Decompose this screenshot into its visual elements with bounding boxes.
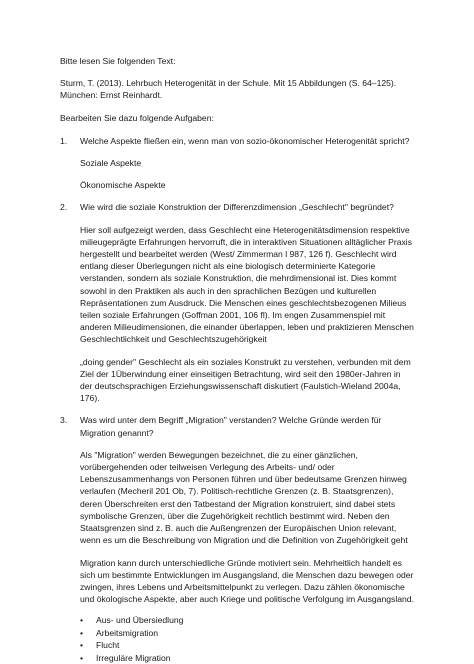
answer-2-paragraph-1: Hier soll aufgezeigt werden, dass Geschlecht eine Heterogenitätsdimension respektive milieugeprägte Erfahrungen hervorruft, die in interaktiven Situationen alltäglicher Praxis hergestellt und bearbeitet werden (West/ Zimmerman l 987, 126 f). Geschlecht wird entlang dieser Überlegungen nicht als eine biologisch determinierte Kategorie verstanden, sondern als soziale Konstruktion, die mehrdimensional ist. Dies kommt sowohl in den Praktiken als auch in den sprachlichen Bezügen und kulturellen Repräsentationen zum Ausdruck. Die Menschen eines geschlechtsbezogenen Milieus teilen soziale Erfahrungen (Goffman 2001, 106 fl). Im engen Zusammenspiel mit anderen Milieudimensionen, die einander überlappen, leben und praktizieren Menschen Geschlechtlichkeit und Geschlechtszugehörigkeit	[80, 224, 414, 345]
list-item-label: Flucht	[96, 640, 120, 651]
citation-text: Sturm, T. (2013). Lehrbuch Heterogenität in der Schule. Mit 15 Abbildungen (S. 64–125). München: Ernst Reinhardt.	[60, 78, 397, 101]
answer-2-paragraph-2: „doing gender" Geschlecht als ein soziales Konstrukt zu verstehen, verbunden mit dem Ziel der 1Überwindung einer einseitigen Betrachtung, wird seit den 1980er-Jahren in der deutschsprachigen Erziehungswissenschaft diskutiert (Faulstich-Wieland 2004a, 176).	[80, 356, 411, 404]
answer-1-economic: Ökonomische Aspekte	[80, 180, 166, 191]
question-1	[60, 135, 414, 147]
list-item	[80, 627, 414, 639]
list-item	[80, 639, 414, 651]
question-text: Was wird unter dem Begriff „Migration" verstanden? Welche Gründe werden für Migration genannt?	[80, 415, 382, 438]
answer-3-paragraph-2: Migration kann durch unterschiedliche Gründe motiviert sein. Mehrheitlich handelt es sich um bestimmte Entwicklungen im Ausgangsland, die Menschen dazu bewegen oder zwingen, ihres Lebens und Arbeitsmittelpunkt zu verlegen. Dazu zählen ökonomische und ökologische Aspekte, aber auch Kriege und politische Verfolgung im Ausgangsland.	[80, 557, 414, 605]
answer-1-social: Soziale Aspekte	[80, 158, 142, 169]
question-3	[60, 414, 414, 438]
list-item	[80, 614, 414, 626]
question-2	[60, 201, 414, 213]
intro-text: Bitte lesen Sie folgenden Text:	[60, 56, 176, 66]
task-heading: Bearbeiten Sie dazu folgende Aufgaben:	[60, 112, 214, 123]
list-item-label: Irreguläre Migration	[96, 652, 171, 663]
answer-3-paragraph-1: Als "Migration" werden Bewegungen bezeichnet, die zu einer gänzlichen, vorübergehenden oder teilweisen Verlegung des Arbeits- und/ oder Lebenszusammenhangs von Personen führen und über bedeutsame Grenzen hinweg verlaufen (Mecheril 201 Ob, 7). Politisch-rechtliche Grenzen (z. B. Staatsgrenzen), deren Überschreiten erst den Tatbestand der Migration konstruiert, sind dabei stets symbolische Grenzen, über die Zugehörigkeit rechtlich bestimmt wird. Neben den Staatsgrenzen sind z. B. auch die Außengrenzen der Europäischen Union relevant, wenn es um die Beschreibung von Migration und die Definition von Zugehörigkeit geht	[80, 449, 408, 546]
question-number: 3.	[60, 415, 68, 426]
bullet-icon: •	[80, 627, 84, 638]
bullet-icon: •	[80, 640, 84, 651]
list-item	[80, 652, 414, 664]
question-number: 2.	[60, 202, 68, 213]
question-text: Wie wird die soziale Konstruktion der Differenzdimension „Geschlecht" begründet?	[80, 202, 394, 213]
migration-types-list	[60, 614, 414, 664]
question-number: 1.	[60, 135, 68, 146]
question-text: Welche Aspekte fließen ein, wenn man von sozio-ökonomischer Heterogenität spricht?	[80, 135, 410, 146]
bullet-icon: •	[80, 652, 84, 663]
bullet-icon: •	[80, 615, 84, 626]
list-item-label: Arbeitsmigration	[96, 627, 159, 638]
list-item-label: Aus- und Übersiedlung	[96, 615, 184, 626]
